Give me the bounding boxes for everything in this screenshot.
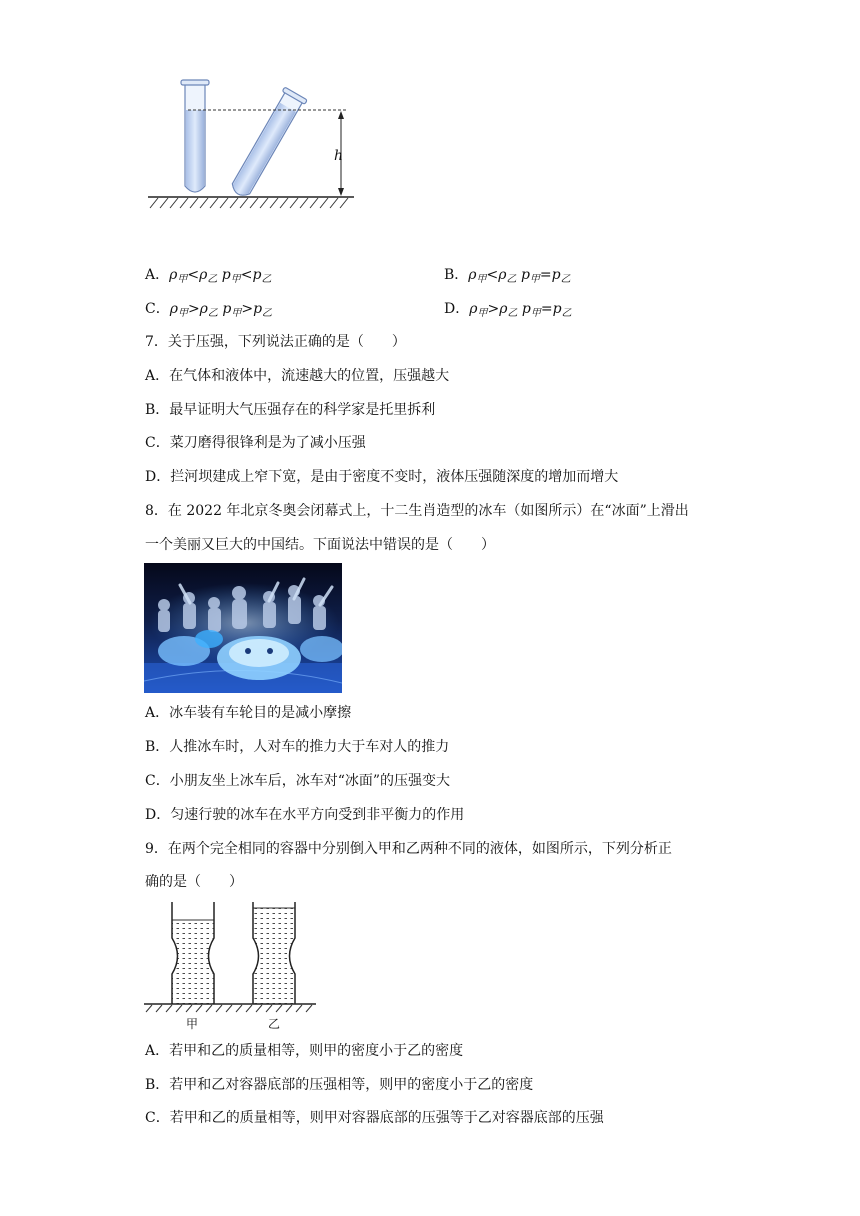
q6-option-b[interactable]: [444, 265, 571, 290]
option-subscript: 甲: [476, 274, 487, 285]
q7-option-c[interactable]: C．菜刀磨得很锋利是为了减小压强: [145, 435, 366, 451]
option-letter: D．: [444, 301, 470, 317]
option-symbol: ρ: [468, 267, 477, 283]
option-subscript: 甲: [529, 274, 540, 285]
q9-option-c[interactable]: C．若甲和乙的质量相等，则甲对容器底部的压强等于乙对容器底部的压强: [145, 1110, 604, 1126]
option-symbol: p: [217, 301, 232, 317]
option-symbol: p: [516, 267, 530, 283]
vertical-tube: [181, 80, 209, 192]
q6-option-d[interactable]: [444, 299, 572, 324]
q6-option-a[interactable]: [145, 265, 271, 290]
q9-option-b[interactable]: B．若甲和乙对容器底部的压强相等，则甲的密度小于乙的密度: [145, 1077, 534, 1093]
container-yi: [251, 902, 297, 1006]
option-symbol: <ρ: [187, 267, 208, 283]
q8-stem-line1: 8．在 2022 年北京冬奥会闭幕式上，十二生肖造型的冰车（如图所示）在“冰面”上滑出: [145, 503, 689, 519]
option-symbol: ρ: [469, 301, 478, 317]
q7-option-d[interactable]: D．拦河坝建成上窄下宽，是由于密度不变时，液体压强随深度的增加而增大: [145, 469, 619, 485]
option-symbol: =p: [539, 267, 561, 283]
option-subscript: 甲: [530, 308, 541, 319]
ice-car: [217, 636, 301, 680]
option-subscript: 乙: [207, 308, 218, 319]
option-symbol: >p: [241, 301, 263, 317]
q8-option-b[interactable]: B．人推冰车时，人对车的推力大于车对人的推力: [145, 739, 450, 755]
option-symbol: p: [217, 267, 231, 283]
q8-stem-line2: 一个美丽又巨大的中国结。下面说法中错误的是（ ）: [145, 537, 495, 553]
option-subscript: 乙: [261, 274, 272, 285]
q7-option-b[interactable]: B．最早证明大气压强存在的科学家是托里拆利: [145, 402, 436, 418]
option-subscript: 甲: [231, 308, 242, 319]
test-tubes-figure: [140, 74, 370, 214]
ground-hatching: [150, 198, 348, 208]
tilted-tube: [227, 87, 308, 200]
option-subscript: 乙: [561, 308, 572, 319]
ground-hatching: [146, 1005, 312, 1012]
q9-stem-line1: 9．在两个完全相同的容器中分别倒入甲和乙两种不同的液体，如图所示，下列分析正: [145, 841, 672, 857]
label-jia: 甲: [186, 1017, 199, 1031]
ice-car-photo: [144, 563, 342, 693]
option-symbol: >ρ: [187, 301, 208, 317]
label-yi: 乙: [268, 1017, 281, 1031]
option-subscript: 乙: [207, 274, 218, 285]
option-subscript: 乙: [262, 308, 273, 319]
q8-option-a[interactable]: A．冰车装有车轮目的是减小摩擦: [145, 705, 352, 721]
option-letter: C．: [145, 301, 170, 317]
option-symbol: p: [517, 301, 531, 317]
q9-option-a[interactable]: A．若甲和乙的质量相等，则甲的密度小于乙的密度: [145, 1043, 464, 1059]
option-subscript: 甲: [177, 274, 188, 285]
option-symbol: ρ: [169, 267, 178, 283]
q9-stem-line2: 确的是（ ）: [145, 874, 243, 890]
option-subscript: 甲: [477, 308, 488, 319]
option-symbol: ρ: [169, 301, 178, 317]
option-letter: A．: [145, 267, 170, 283]
containers-figure: [140, 896, 320, 1034]
option-symbol: >ρ: [487, 301, 508, 317]
q8-option-d[interactable]: D．匀速行驶的冰车在水平方向受到非平衡力的作用: [145, 807, 465, 823]
container-jia: [170, 902, 216, 1006]
option-subscript: 乙: [506, 274, 517, 285]
option-subscript: 甲: [177, 308, 188, 319]
height-label: h: [334, 148, 344, 164]
q7-stem: 7．关于压强，下列说法正确的是（ ）: [145, 334, 406, 350]
option-subscript: 甲: [230, 274, 241, 285]
q6-option-c[interactable]: [145, 299, 272, 324]
q7-option-a[interactable]: A．在气体和液体中，流速越大的位置，压强越大: [145, 368, 450, 384]
q8-option-c[interactable]: C．小朋友坐上冰车后，冰车对“冰面”的压强变大: [145, 773, 451, 789]
option-symbol: =p: [540, 301, 562, 317]
option-symbol: <p: [240, 267, 262, 283]
option-symbol: <ρ: [486, 267, 507, 283]
option-subscript: 乙: [560, 274, 571, 285]
option-letter: B．: [444, 267, 469, 283]
option-subscript: 乙: [507, 308, 518, 319]
